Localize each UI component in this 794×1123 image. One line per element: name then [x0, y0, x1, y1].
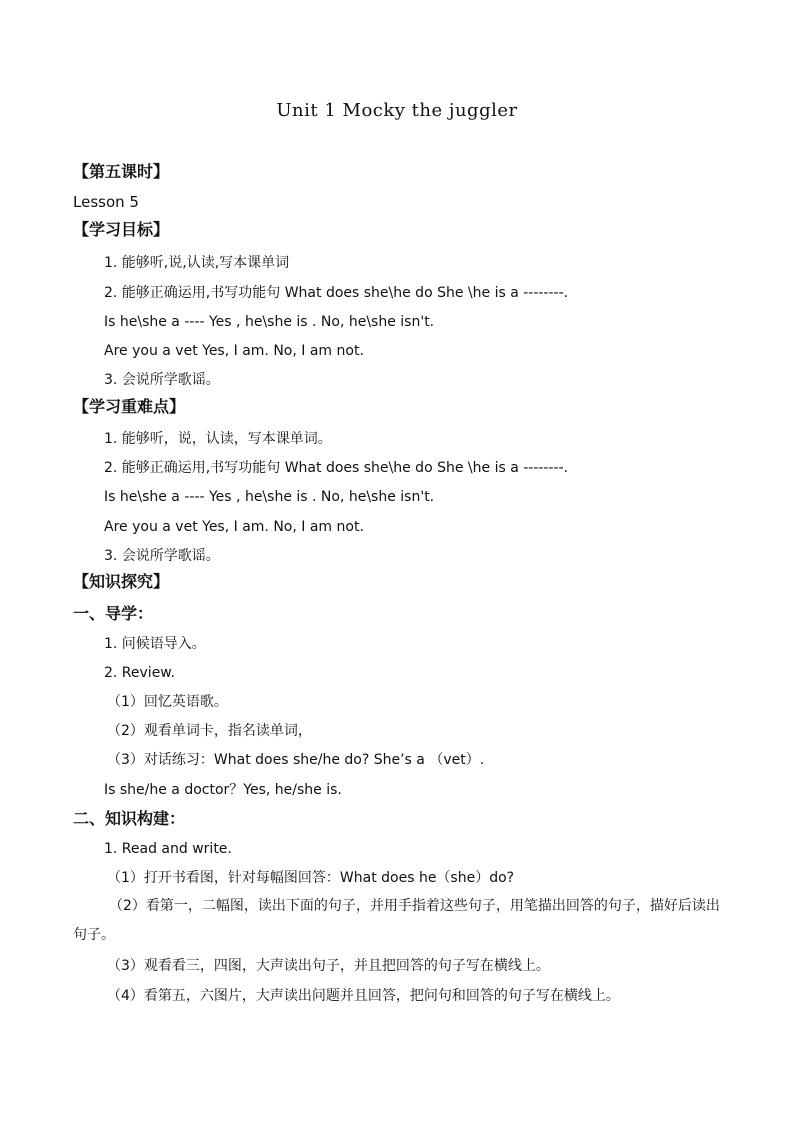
objective-line: 2. 能够正确运用,书写功能句 What does she\he do She \he is a --------. — [104, 285, 569, 301]
objectives-heading: 【学习目标】 — [73, 220, 170, 239]
guide-line: （2）观看单词卡，指名读单词， — [107, 723, 312, 739]
construct-line: （1）打开书看图，针对每幅图回答：What does he（she）do? — [107, 870, 515, 886]
guide-line: 2. Review. — [104, 665, 175, 681]
guide-heading: 一、导学： — [73, 604, 154, 623]
guide-line: Is she/he a doctor？Yes, he/she is. — [104, 782, 342, 798]
construct-heading: 二、知识构建： — [73, 809, 186, 828]
key-points-heading: 【学习重难点】 — [73, 397, 186, 416]
key-point-line: Are you a vet Yes, I am. No, I am not. — [104, 519, 364, 535]
guide-line: （1）回忆英语歌。 — [107, 694, 228, 710]
guide-line: 1. 问候语导入。 — [104, 636, 206, 652]
page-title: Unit 1 Mocky the juggler — [276, 100, 518, 121]
key-point-line: 2. 能够正确运用,书写功能句 What does she\he do She \he is a --------. — [104, 460, 569, 476]
construct-line: （3）观看看三，四图，大声读出句子，并且把回答的句子写在横线上。 — [107, 958, 550, 974]
key-point-line: Is he\she a ---- Yes , he\she is . No, he\she isn't. — [104, 489, 435, 505]
exploration-heading: 【知识探究】 — [73, 572, 170, 591]
key-point-line: 1. 能够听，说，认读，写本课单词。 — [104, 431, 332, 447]
objective-line: Is he\she a ---- Yes , he\she is . No, he\she isn't. — [104, 314, 435, 330]
objective-line: 1. 能够听,说,认读,写本课单词 — [104, 255, 290, 271]
key-point-line: 3. 会说所学歌谣。 — [104, 548, 220, 564]
construct-line: （4）看第五，六图片，大声读出问题并且回答，把问句和回答的句子写在横线上。 — [107, 988, 620, 1004]
construct-line: 1. Read and write. — [104, 841, 232, 857]
guide-line: （3）对话练习：What does she/he do? She’s a （vet）. — [107, 752, 485, 768]
construct-paragraph: （2）看第一，二幅图，读出下面的句子，并用手指着这些句子，用笔描出回答的句子，描好后读出句子。 — [73, 898, 720, 943]
lesson-heading: 【第五课时】 — [73, 162, 170, 181]
objective-line: Are you a vet Yes, I am. No, I am not. — [104, 343, 364, 359]
lesson-name: Lesson 5 — [73, 193, 139, 211]
objective-line: 3. 会说所学歌谣。 — [104, 372, 220, 388]
